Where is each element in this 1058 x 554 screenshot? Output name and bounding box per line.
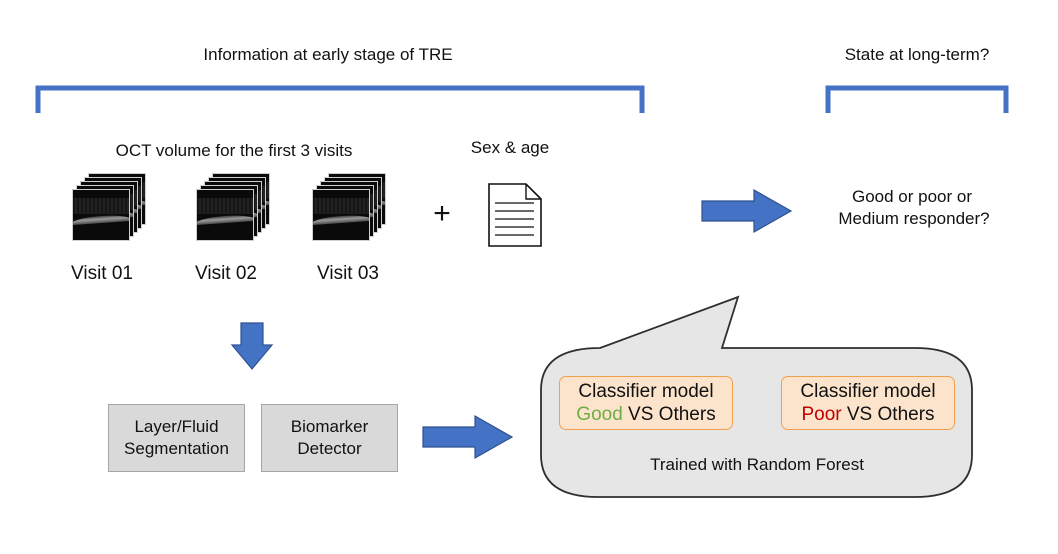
- classifier-good-title: Classifier model: [578, 381, 714, 402]
- arrow-down-to-processing: [232, 323, 272, 369]
- poor-label: Poor: [801, 404, 842, 425]
- oct-volume-icon: [72, 173, 150, 245]
- document-icon: [489, 184, 541, 246]
- outcome-line2: Medium responder?: [838, 209, 990, 228]
- classifier-good-box: [559, 376, 733, 430]
- arrow-to-outcome: [702, 190, 791, 232]
- trained-label: Trained with Random Forest: [650, 455, 864, 474]
- classifier-poor-box: [781, 376, 955, 430]
- biomarker-box: [261, 404, 398, 472]
- early-stage-label: Information at early stage of TRE: [203, 45, 453, 64]
- biomarker-line1: Biomarker: [290, 417, 369, 436]
- oct-volume-icon: [196, 173, 274, 245]
- sex-age-label: Sex & age: [470, 138, 550, 157]
- arrow-to-classifier: [423, 416, 512, 458]
- oct-volume-title: OCT volume for the first 3 visits: [115, 141, 353, 160]
- visit-label: Visit 02: [195, 263, 257, 284]
- outcome-line1: Good or poor or: [851, 187, 973, 206]
- oct-volume-icon: [312, 173, 390, 245]
- visit-label: Visit 03: [317, 263, 379, 284]
- classifier-poor-title: Classifier model: [800, 381, 936, 402]
- classifier-poor-line: [801, 403, 934, 426]
- good-rest: VS Others: [622, 404, 716, 425]
- segmentation-line1: Layer/Fluid: [134, 417, 219, 436]
- long-term-bracket: [828, 88, 1006, 113]
- good-label: Good: [576, 404, 623, 425]
- classifier-good-line: [576, 403, 715, 426]
- biomarker-line2: Detector: [297, 439, 362, 458]
- poor-rest: VS Others: [841, 404, 935, 425]
- plus-sign: +: [433, 197, 451, 230]
- segmentation-line2: Segmentation: [124, 439, 229, 458]
- visit-label: Visit 01: [71, 263, 133, 284]
- early-stage-bracket: [38, 88, 642, 113]
- long-term-label: State at long-term?: [844, 45, 990, 64]
- segmentation-box: [108, 404, 245, 472]
